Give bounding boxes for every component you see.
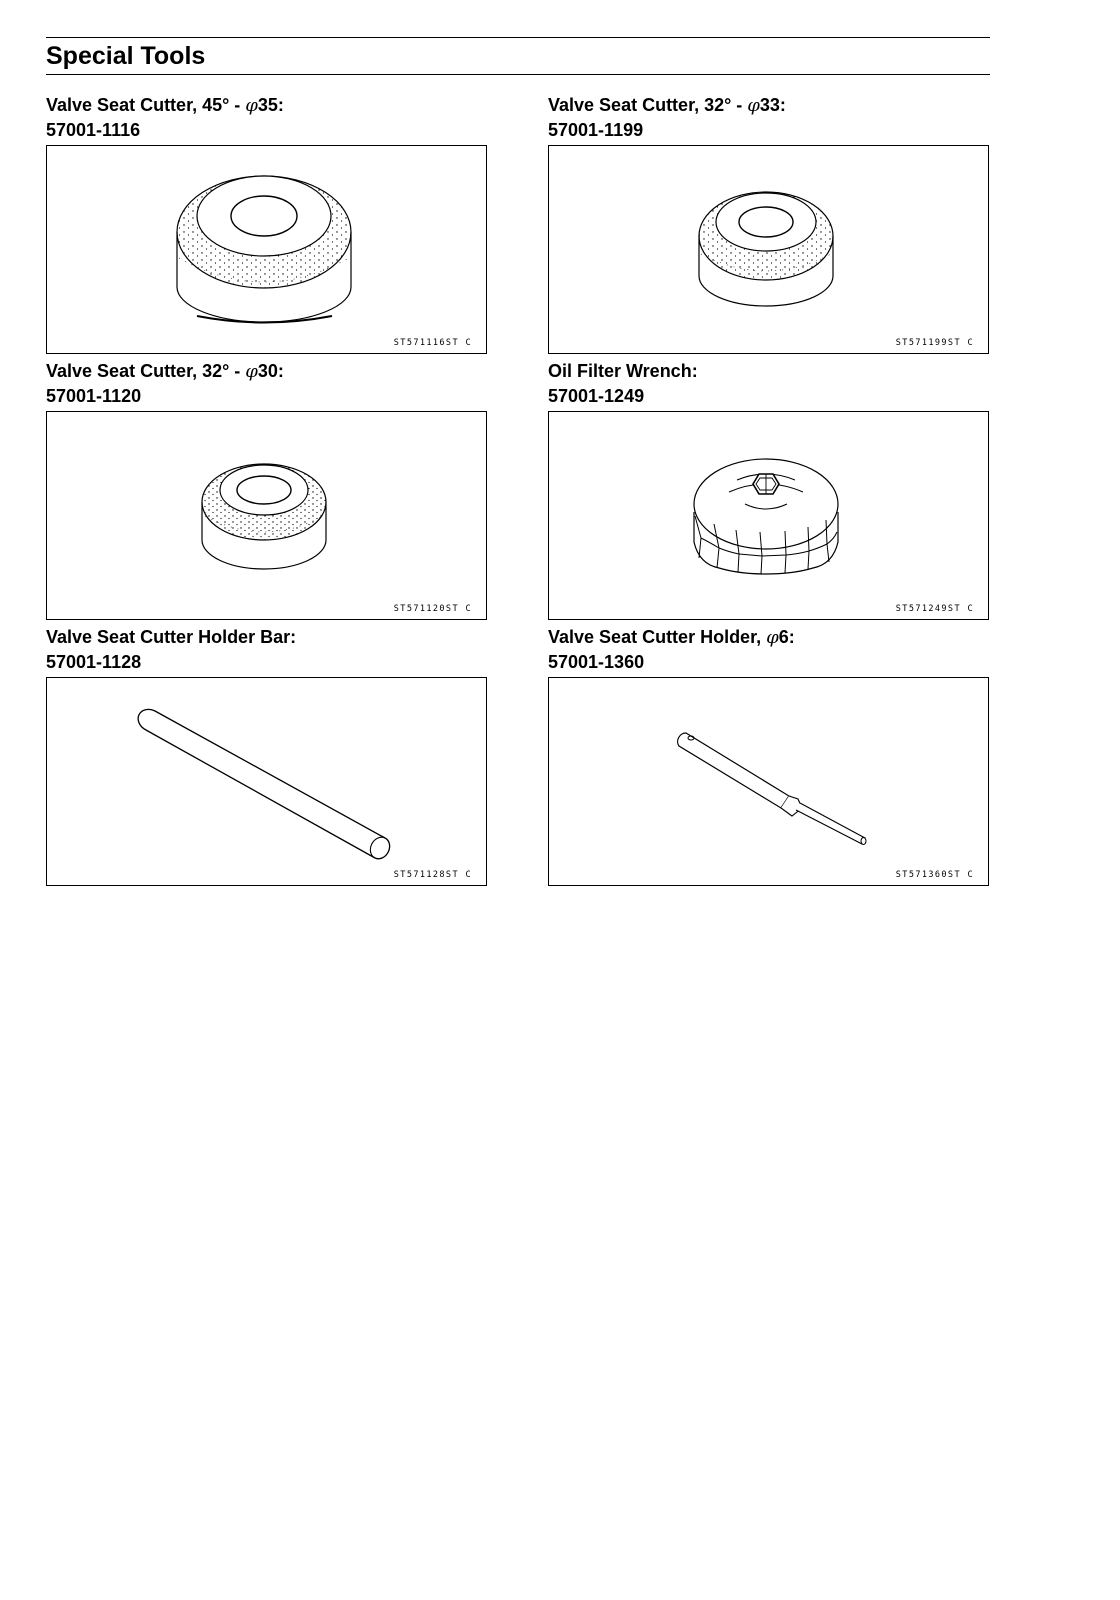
tool-part-number: 57001-1360 [548,652,645,672]
tool-image-code: ST571249ST C [895,604,974,614]
tool-illustration-frame [548,411,989,620]
tool-name: Valve Seat Cutter Holder Bar: [46,627,297,647]
oil-filter-wrench-icon [549,412,990,621]
cutter-disc-large-icon [47,146,488,355]
tool-part-number: 57001-1128 [46,652,142,672]
tool-image-code: ST571360ST C [895,870,974,880]
tool-illustration-frame [548,677,989,886]
tool-part-number: 57001-1199 [548,120,644,140]
tool-image-code: ST571116ST C [393,338,472,348]
tool-name: Valve Seat Cutter, 32° - φ33: [548,95,786,116]
tool-illustration-frame [46,411,487,620]
tool-name: Oil Filter Wrench: [548,361,698,381]
tool-name: Valve Seat Cutter, 32° - φ30: [46,361,284,382]
tool-card-valve-seat-cutter-holder-bar [46,625,487,886]
page-header [46,37,990,75]
tool-part-number: 57001-1116 [46,120,141,140]
cutter-disc-medium-icon [549,146,990,355]
tool-image-code: ST571128ST C [393,870,472,880]
tool-illustration-frame [46,145,487,354]
tool-card-valve-seat-cutter-45-35 [46,93,487,354]
page-title: Special Tools [46,42,206,70]
tool-card-oil-filter-wrench [548,359,989,620]
tool-card-valve-seat-cutter-holder-6 [548,625,989,886]
cutter-disc-small-icon [47,412,488,621]
tool-part-number: 57001-1120 [46,386,142,406]
tool-image-code: ST571120ST C [393,604,472,614]
tool-illustration-frame [46,677,487,886]
tool-card-valve-seat-cutter-32-33 [548,93,989,354]
tool-part-number: 57001-1249 [548,386,645,406]
holder-bar-icon [47,678,488,887]
tool-name: Valve Seat Cutter Holder, φ6: [548,627,795,648]
tool-card-valve-seat-cutter-32-30 [46,359,487,620]
tool-illustration-frame [548,145,989,354]
tool-image-code: ST571199ST C [895,338,974,348]
tool-name: Valve Seat Cutter, 45° - φ35: [46,95,284,116]
cutter-holder-icon [549,678,990,887]
